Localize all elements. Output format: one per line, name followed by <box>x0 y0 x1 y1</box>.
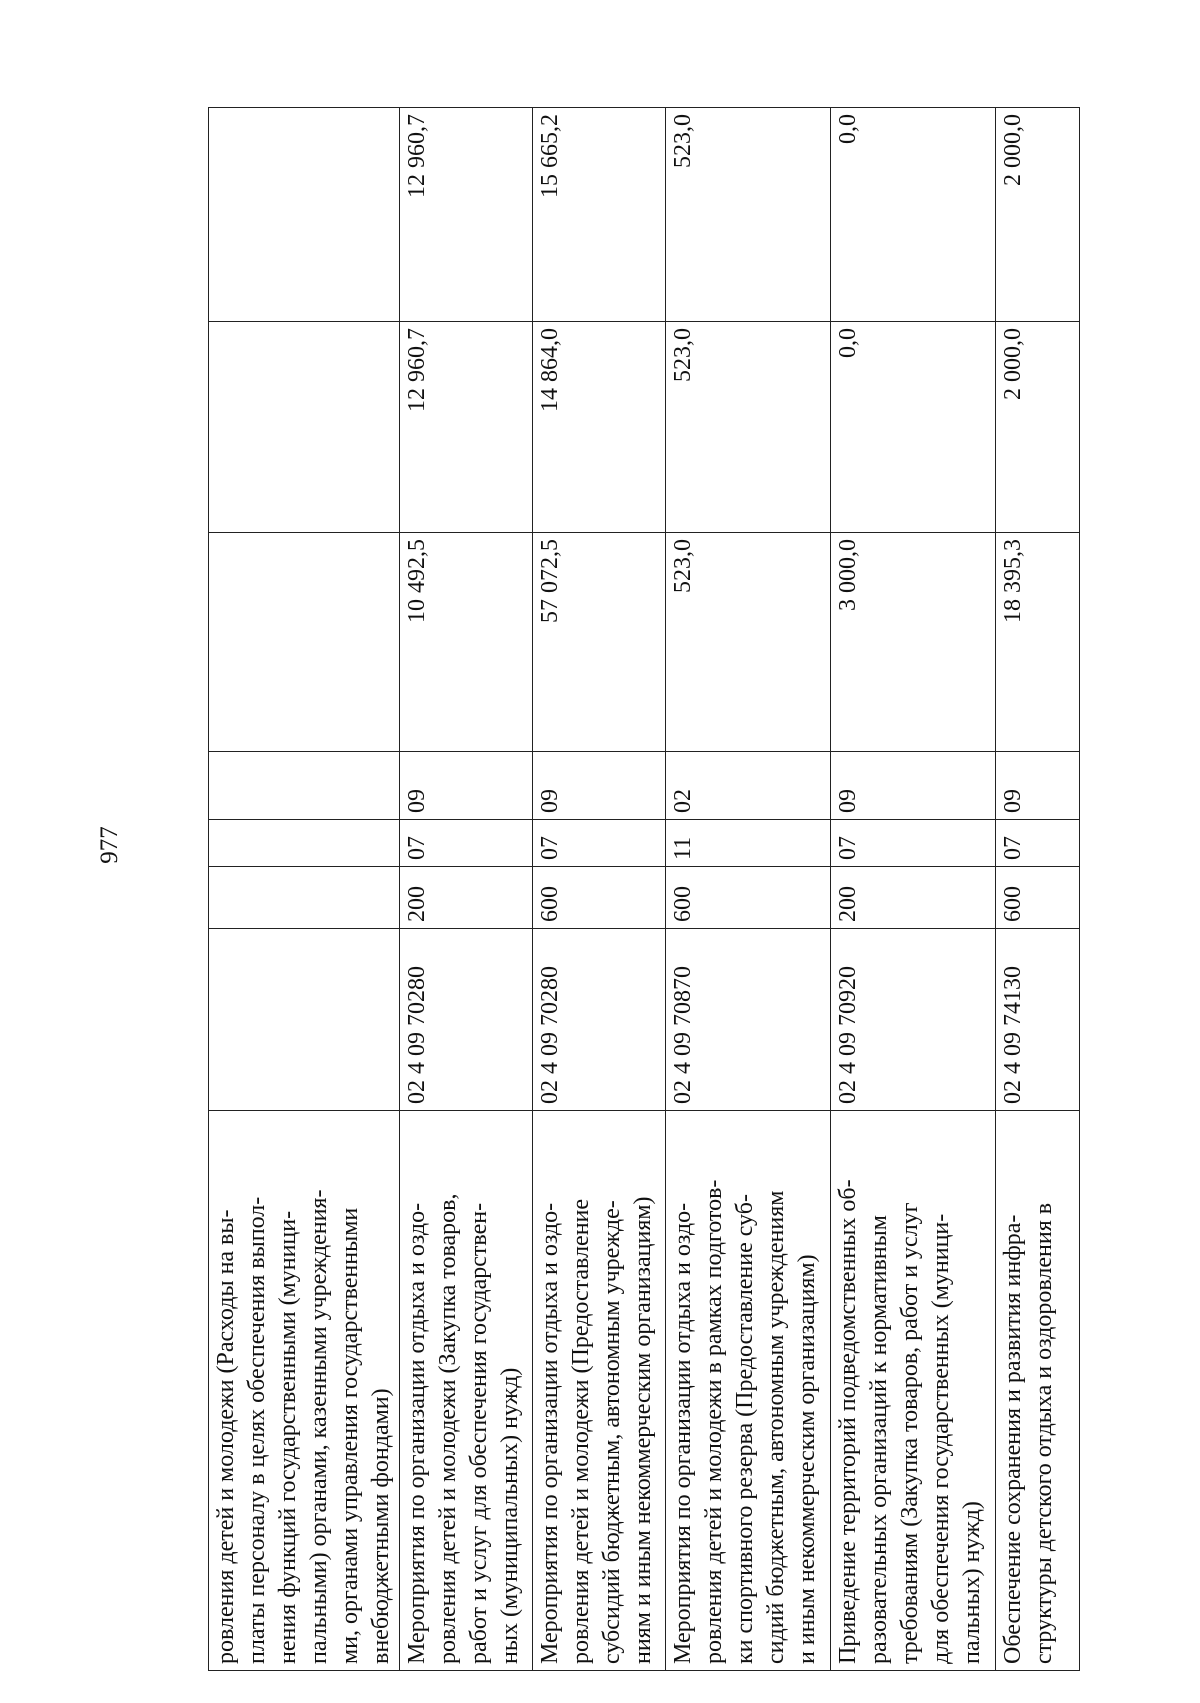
row-name-cell: ровления детей и молодежи (Расходы на вы- платы персоналу в целях обеспечения выпол- нения функций государственными (муници- пальными) органами, казенными учреждения- ми, органами управления государственными внебюджетными фондами) <box>209 1111 400 1671</box>
table-row <box>666 108 831 1671</box>
target-article-cell: 02 4 09 70920 <box>831 929 996 1111</box>
section-cell: 11 <box>666 820 831 867</box>
target-article-cell: 02 4 09 70280 <box>400 929 533 1111</box>
subsection-cell: 02 <box>666 752 831 820</box>
target-article-cell: 02 4 09 70280 <box>533 929 666 1111</box>
amount-year-2-cell: 523,0 <box>666 322 831 533</box>
amount-year-1-cell <box>209 533 400 752</box>
section-cell <box>209 820 400 867</box>
table-row <box>996 108 1080 1671</box>
subsection-cell: 09 <box>400 752 533 820</box>
amount-year-2-cell: 12 960,7 <box>400 322 533 533</box>
subsection-cell: 09 <box>831 752 996 820</box>
amount-year-1-cell: 57 072,5 <box>533 533 666 752</box>
amount-year-3-cell: 15 665,2 <box>533 108 666 322</box>
target-article-cell: 02 4 09 70870 <box>666 929 831 1111</box>
amount-year-2-cell: 0,0 <box>831 322 996 533</box>
amount-year-3-cell <box>209 108 400 322</box>
target-article-cell: 02 4 09 74130 <box>996 929 1080 1111</box>
subsection-cell <box>209 752 400 820</box>
rotated-page-content <box>208 108 1080 1671</box>
amount-year-1-cell: 3 000,0 <box>831 533 996 752</box>
row-name-cell: Мероприятия по организации отдыха и оздо- ровления детей и молодежи (Закупка товаров, работ и услуг для обеспечения государствен- ных (муниципальных) нужд) <box>400 1111 533 1671</box>
subsection-cell: 09 <box>996 752 1080 820</box>
section-cell: 07 <box>533 820 666 867</box>
table-row <box>533 108 666 1671</box>
target-article-cell <box>209 929 400 1111</box>
amount-year-2-cell: 14 864,0 <box>533 322 666 533</box>
expense-type-cell: 600 <box>666 867 831 929</box>
section-cell: 07 <box>996 820 1080 867</box>
expense-type-cell: 200 <box>400 867 533 929</box>
amount-year-3-cell: 2 000,0 <box>996 108 1080 322</box>
section-cell: 07 <box>400 820 533 867</box>
subsection-cell: 09 <box>533 752 666 820</box>
page-number: 977 <box>96 826 123 864</box>
row-name-cell: Мероприятия по организации отдыха и оздо- ровления детей и молодежи (Предоставление субсидий бюджетным, автономным учрежде- ниям и иным некоммерческим организациям) <box>533 1111 666 1671</box>
amount-year-2-cell <box>209 322 400 533</box>
expense-type-cell: 600 <box>533 867 666 929</box>
table-row <box>400 108 533 1671</box>
amount-year-3-cell: 523,0 <box>666 108 831 322</box>
row-name-cell: Приведение территорий подведомственных об- разовательных организаций к нормативным требованиям (Закупка товаров, работ и услуг для обеспечения государственных (муници- пальных) нужд) <box>831 1111 996 1671</box>
expense-type-cell: 200 <box>831 867 996 929</box>
amount-year-3-cell: 12 960,7 <box>400 108 533 322</box>
section-cell: 07 <box>831 820 996 867</box>
row-name-cell: Мероприятия по организации отдыха и оздо- ровления детей и молодежи в рамках подготов- ки спортивного резерва (Предоставление суб- сидий бюджетным, автономным учреждениям и иным некоммерческим организациям) <box>666 1111 831 1671</box>
amount-year-1-cell: 523,0 <box>666 533 831 752</box>
table-row <box>209 108 400 1671</box>
row-name-cell: Обеспечение сохранения и развития инфра- структуры детского отдыха и оздоровления в <box>996 1111 1080 1671</box>
amount-year-2-cell: 2 000,0 <box>996 322 1080 533</box>
expense-type-cell: 600 <box>996 867 1080 929</box>
expense-type-cell <box>209 867 400 929</box>
budget-table <box>208 107 1080 1671</box>
amount-year-1-cell: 10 492,5 <box>400 533 533 752</box>
amount-year-3-cell: 0,0 <box>831 108 996 322</box>
table-row <box>831 108 996 1671</box>
amount-year-1-cell: 18 395,3 <box>996 533 1080 752</box>
